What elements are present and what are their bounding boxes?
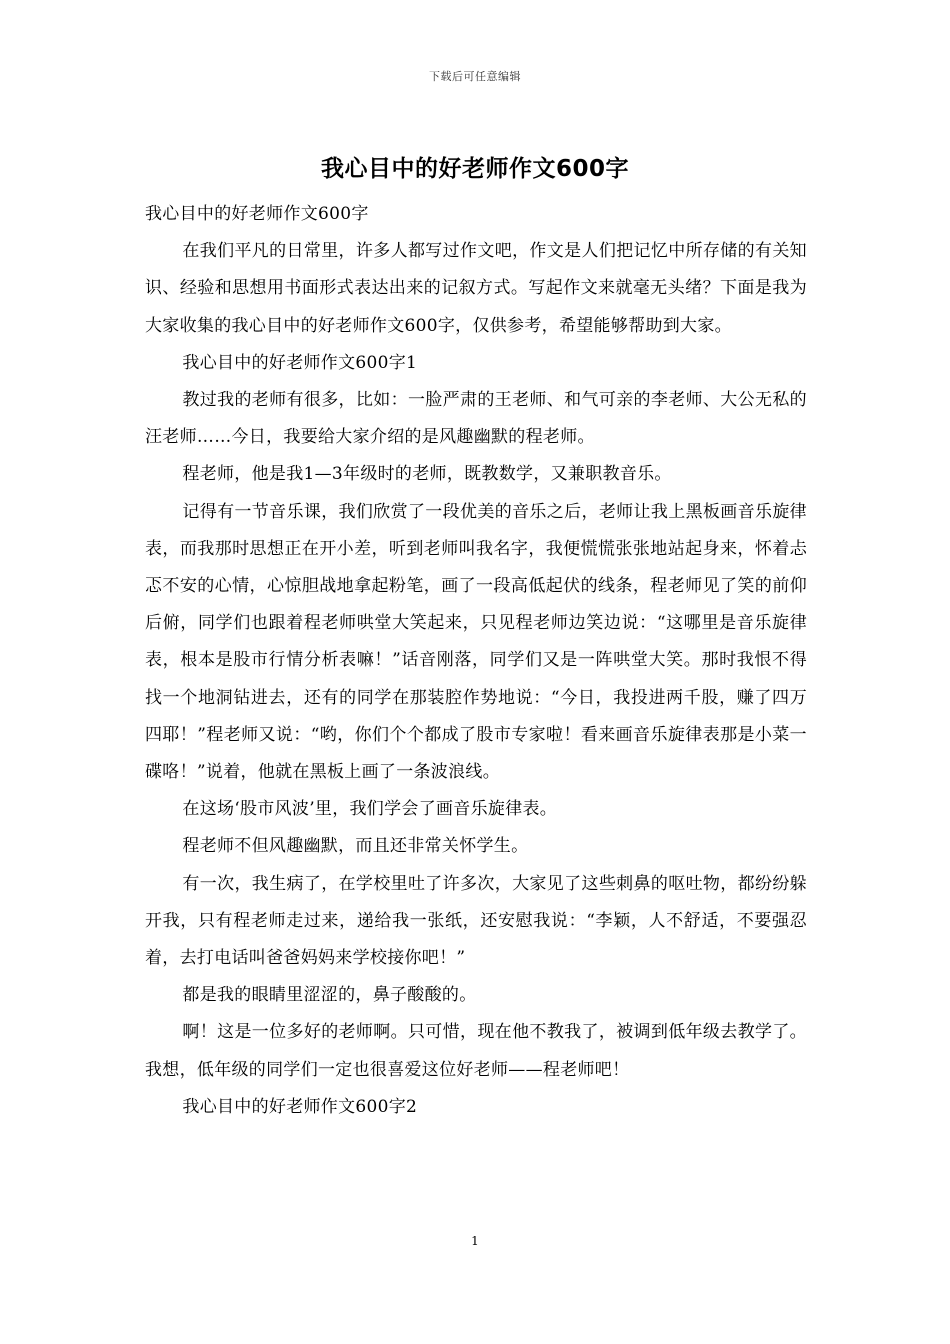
document-body xyxy=(145,196,807,1126)
body-paragraph: 有一次，我生病了，在学校里吐了许多次，大家见了这些刺鼻的呕吐物，都纷纷躲开我，只有程老师走过来，递给我一张纸，还安慰我说：“李颖，人不舒适，不要强忍着，去打电话叫爸爸妈妈来学校接你吧！” xyxy=(145,873,807,969)
document-title: 我心目中的好老师作文600字 xyxy=(320,156,629,182)
body-paragraph: 记得有一节音乐课，我们欣赏了一段优美的音乐之后，老师让我上黑板画音乐旋律表，而我那时思想正在开小差，听到老师叫我名字，我便慌慌张张地站起身来，怀着忐忑不安的心情，心惊胆战地拿起粉笔，画了一段高低起伏的线条，程老师见了笑的前仰后俯，同学们也跟着程老师哄堂大笑起来，只见程老师边笑边说：“这哪里是音乐旋律表，根本是股市行情分析表嘛！”话音刚落，同学们又是一阵哄堂大笑。那时我恨不得找一个地洞钻进去，还有的同学在那装腔作势地说：“今日，我投进两千股，赚了四万四耶！”程老师又说：“哟，你们个个都成了股市专家啦！看来画音乐旋律表那是小菜一碟咯！”说着，他就在黑板上画了一条波浪线。 xyxy=(145,501,807,783)
body-paragraph: 啊！这是一位多好的老师啊。只可惜，现在他不教我了，被调到低年级去教学了。我想，低年级的同学们一定也很喜爱这位好老师——程老师吧！ xyxy=(145,1022,807,1080)
page-number: 1 xyxy=(471,1234,479,1248)
body-paragraph: 教过我的老师有很多，比如：一脸严肃的王老师、和气可亲的李老师、大公无私的汪老师……今日，我要给大家介绍的是风趣幽默的程老师。 xyxy=(145,390,807,448)
body-paragraph: 都是我的眼睛里涩涩的，鼻子酸酸的。 xyxy=(182,985,477,1006)
intro-paragraph: 在我们平凡的日常里，许多人都写过作文吧，作文是人们把记忆中所存储的有关知识、经验和思想用书面形式表达出来的记叙方式。写起作文来就毫无头绪？下面是我为大家收集的我心目中的好老师作文600字，仅供参考，希望能够帮助到大家。 xyxy=(145,241,807,336)
body-paragraph: 程老师不但风趣幽默，而且还非常关怀学生。 xyxy=(182,836,529,857)
subtitle-paragraph: 我心目中的好老师作文600字 xyxy=(145,204,369,224)
section-heading-1: 我心目中的好老师作文600字1 xyxy=(182,352,418,373)
body-paragraph: 在这场‘股市风波’里，我们学会了画音乐旋律表。 xyxy=(182,799,558,820)
header-note: 下载后可任意编辑 xyxy=(429,70,521,83)
body-paragraph: 程老师，他是我1—3年级时的老师，既教数学，又兼职教音乐。 xyxy=(182,464,672,485)
section-heading-2: 我心目中的好老师作文600字2 xyxy=(182,1096,418,1117)
